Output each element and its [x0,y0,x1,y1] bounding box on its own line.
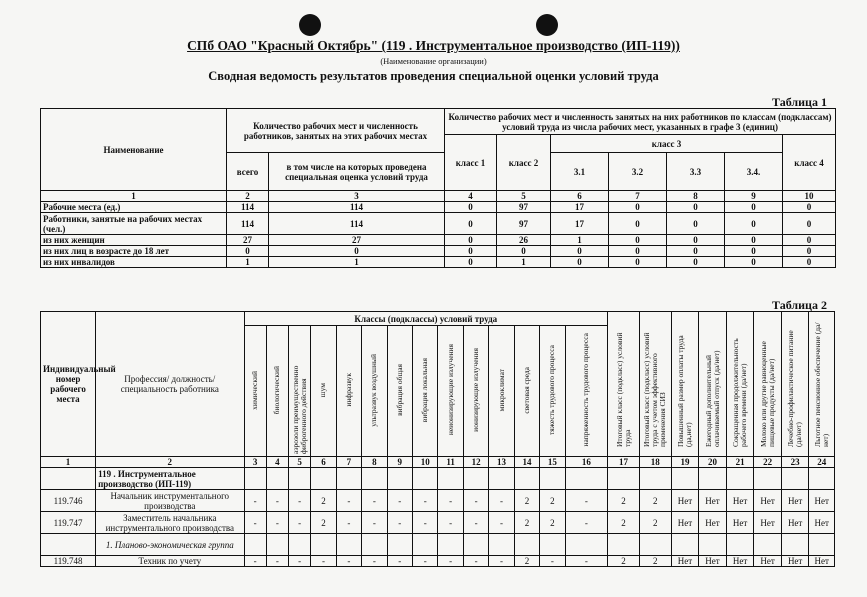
table-row [41,202,836,213]
t2-cell: 2 [639,512,671,534]
t2-cell: Нет [726,556,754,567]
t1-cell: 27 [269,235,445,246]
punch-hole-right [536,14,558,36]
table-row [41,534,835,556]
t2-colnum: 19 [671,457,699,468]
t2-cell: - [387,512,412,534]
t1-cell: 0 [667,235,725,246]
t1-cell: 1 [227,257,269,268]
t2-cell: - [289,556,311,567]
t2-group: 1. Планово-экономическая группа [96,534,244,556]
t2-colnum: 20 [699,457,727,468]
t1-colnum: 2 [227,191,269,202]
t1-cell: 0 [725,257,783,268]
t1-header-class3: класс 3 [551,135,783,153]
t2-cell: 2 [514,556,539,567]
t1-header-3-2: 3.2 [609,153,667,191]
t2-colnum: 1 [41,457,96,468]
t2-colnum: 7 [336,457,361,468]
t2-cell: Нет [699,556,727,567]
t1-cell: 0 [445,257,497,268]
t2-empty-cell [489,468,514,490]
t1-cell: 97 [497,213,551,235]
t2-empty-cell [489,534,514,556]
t2-factor-cell [289,326,311,457]
t2-cell: - [463,490,488,512]
t2-factor-cell [438,326,463,457]
t2-empty-cell [514,534,539,556]
t1-cell: 0 [667,213,725,235]
t2-cell: - [438,490,463,512]
document-title: Сводная ведомость результатов проведения специальной оценки условий труда [208,69,659,83]
t2-cell: - [266,490,288,512]
t1-cell: 0 [227,246,269,257]
t1-colnum: 5 [497,191,551,202]
t2-cell: - [336,556,361,567]
t2-cell: Нет [754,556,782,567]
t2-workplace-name: Начальник инструментального производства [96,490,244,512]
t1-cell: 1 [269,257,445,268]
t2-cell: Нет [809,556,835,567]
t2-cell: - [489,490,514,512]
t2-cell: - [565,490,607,512]
t2-empty-cell [311,534,336,556]
t2-empty-cell [754,534,782,556]
t2-empty-cell [781,468,809,490]
t2-cell: Нет [671,556,699,567]
t2-factor-label: тяжесть трудового процесса [547,345,557,435]
t2-cell: - [336,512,361,534]
punch-hole-left [299,14,321,36]
t2-empty-cell [387,534,412,556]
t1-colnum: 3 [269,191,445,202]
t2-colnum: 2 [96,457,244,468]
t1-header-name: Наименование [41,109,227,191]
t2-cell: Нет [781,490,809,512]
t1-cell: 0 [609,257,667,268]
t2-factor-label: вибрация локальная [420,357,430,423]
t2-cell: Нет [781,512,809,534]
t2-cell: - [438,512,463,534]
t2-factor-cell [514,326,539,457]
t1-cell: 0 [551,257,609,268]
t2-colnum: 8 [362,457,387,468]
t1-cell: 0 [725,235,783,246]
table2-caption: Таблица 2 [772,298,827,312]
t2-empty-cell [413,534,438,556]
t2-empty-cell [726,468,754,490]
table1-caption: Таблица 1 [772,95,827,109]
table-row [41,257,836,268]
t2-workplace-id: 119.748 [41,556,96,567]
t2-empty-cell [809,534,835,556]
t2-factor-cell [781,312,809,457]
t2-cell: - [565,556,607,567]
organization-note: (Наименование организации) [380,56,487,66]
t2-factor-cell [639,312,671,457]
t1-header-class4: класс 4 [783,135,836,191]
t2-cell: - [463,556,488,567]
t2-factor-label: ультразвук воздушный [369,353,379,427]
t1-cell: 0 [783,257,836,268]
t1-cell: 0 [269,246,445,257]
t2-cell: 2 [540,490,565,512]
t2-cell: 2 [540,512,565,534]
t2-cell: Нет [809,490,835,512]
t2-colnum: 18 [639,457,671,468]
t2-empty-cell [311,468,336,490]
t2-header-profession: Профессия/ должность/ специальность работника [96,312,244,457]
t2-factor-label: Лечебно-профилактическое питание (да/нет) [786,330,804,447]
t2-cell: - [244,490,266,512]
t2-empty-cell [608,468,640,490]
organization-name: СПб ОАО "Красный Октябрь" (119 . Инструментальное производство (ИП-119)) [187,38,680,53]
table-row [41,556,835,567]
t2-factor-cell [362,326,387,457]
t1-cell: 0 [445,235,497,246]
table-2 [40,311,835,567]
t2-cell: Нет [699,512,727,534]
t1-cell: 0 [609,213,667,235]
t2-factor-cell [809,312,835,457]
t2-cell: - [489,512,514,534]
t2-factor-label: Ежегодный дополнительный оплачиваемый отпуск (да/нет) [703,350,721,447]
t1-cell: 0 [609,235,667,246]
t2-empty-cell [608,534,640,556]
t2-factor-label: неионизирующие излучения [445,344,455,436]
t2-empty-cell [781,534,809,556]
t2-cell: 2 [639,556,671,567]
t2-empty-cell [565,468,607,490]
t2-cell: Нет [754,512,782,534]
t2-cell: Нет [671,490,699,512]
t1-cell: 114 [269,213,445,235]
t2-cell: - [244,556,266,567]
table-row [41,490,835,512]
t2-colnum: 10 [413,457,438,468]
t1-cell: 0 [725,213,783,235]
t2-empty-cell [671,468,699,490]
t2-cell: 2 [608,512,640,534]
table-row [41,235,836,246]
t1-cell: 1 [551,235,609,246]
t2-cell: - [489,556,514,567]
t1-cell: 0 [667,202,725,213]
t1-cell: 0 [667,257,725,268]
t2-cell: 2 [608,556,640,567]
t2-empty-cell [362,468,387,490]
t2-colnum: 9 [387,457,412,468]
t2-empty-cell [463,534,488,556]
t2-colnum: 6 [311,457,336,468]
t2-colnum: 5 [289,457,311,468]
t2-factor-cell [671,312,699,457]
t2-cell: - [362,490,387,512]
t1-header-3-4: 3.4. [725,153,783,191]
t1-row-label: из них женщин [41,235,227,246]
t2-factor-cell [463,326,488,457]
t2-factor-cell [311,326,336,457]
t2-empty-cell [809,468,835,490]
t1-cell: 0 [667,246,725,257]
t2-empty-cell [244,468,266,490]
t2-colnum: 16 [565,457,607,468]
t2-factor-cell [336,326,361,457]
t2-empty-cell [289,468,311,490]
t2-factor-label: ионизирующие излучения [471,348,481,432]
t2-empty-cell [266,468,288,490]
t2-empty-cell [438,534,463,556]
t2-cell: Нет [671,512,699,534]
t1-colnum: 4 [445,191,497,202]
t2-empty-cell [336,468,361,490]
t1-cell: 1 [497,257,551,268]
t2-factor-label: Льготное пенсионное обеспечение (да/нет) [812,322,830,447]
t1-cell: 26 [497,235,551,246]
t2-cell: - [387,556,412,567]
t2-factor-cell [754,312,782,457]
t1-colnum: 8 [667,191,725,202]
t2-cell: Нет [781,556,809,567]
t2-factor-cell [244,326,266,457]
t2-factor-label: Итоговый класс (подкласс) условий труда с учетом эффективного применения СИЗ [642,332,668,447]
t1-cell: 114 [269,202,445,213]
t2-cell: - [387,490,412,512]
t2-workplace-name: Техник по учету [96,556,244,567]
t1-header-class2: класс 2 [497,135,551,191]
t2-factor-label: микроклимат [496,368,506,412]
t2-colnum: 3 [244,457,266,468]
t2-header-classes: Классы (подклассы) условий труда [244,312,608,326]
t2-empty-cell [244,534,266,556]
t2-factor-label: напряженность трудового процесса [581,333,591,447]
t2-empty-cell [266,534,288,556]
t2-cell: - [463,512,488,534]
t2-empty-cell [540,534,565,556]
t2-colnum: 15 [540,457,565,468]
t2-factor-cell [540,326,565,457]
t2-cell: - [413,490,438,512]
t2-cell: Нет [754,490,782,512]
t1-colnum: 7 [609,191,667,202]
t1-colnum: 1 [41,191,227,202]
t2-cell: Нет [809,512,835,534]
t1-cell: 0 [445,246,497,257]
t2-factor-label: вибрация общая [394,364,404,416]
t2-cell: - [311,556,336,567]
t1-cell: 17 [551,213,609,235]
t2-factor-label: аэрозоли преимущественно фиброгенного действия [290,365,308,454]
t1-cell: 97 [497,202,551,213]
t2-factor-cell [608,312,640,457]
t1-cell: 0 [783,246,836,257]
t2-empty-cell [463,468,488,490]
t2-cell: - [266,556,288,567]
t2-colnum: 17 [608,457,640,468]
t1-cell: 0 [551,246,609,257]
t2-empty-cell [639,468,671,490]
t2-workplace-name: Заместитель начальника инструментального производства [96,512,244,534]
t2-cell: - [266,512,288,534]
t2-colnum: 21 [726,457,754,468]
t2-empty-cell [438,468,463,490]
t2-factor-cell [387,326,412,457]
t1-cell: 27 [227,235,269,246]
t1-row-label: из них инвалидов [41,257,227,268]
t2-cell: 2 [608,490,640,512]
t2-empty-cell [41,534,96,556]
t2-factor-label: шум [318,382,328,398]
t2-empty-cell [540,468,565,490]
t1-row-label: из них лиц в возрасте до 18 лет [41,246,227,257]
t2-cell: 2 [311,512,336,534]
t1-cell: 114 [227,213,269,235]
t2-empty-cell [671,534,699,556]
t2-cell: Нет [726,490,754,512]
t2-cell: 2 [514,490,539,512]
t1-colnum: 9 [725,191,783,202]
t2-cell: - [438,556,463,567]
t1-cell: 0 [609,202,667,213]
t1-cell: 0 [783,235,836,246]
t1-cell: 0 [445,202,497,213]
table-row [41,468,835,490]
t2-empty-cell [639,534,671,556]
t1-colnum: 10 [783,191,836,202]
t2-factor-cell [413,326,438,457]
t2-cell: - [540,556,565,567]
t2-factor-label: световая среда [521,366,531,414]
t2-factor-label: инфразвук [343,373,353,407]
t1-colnum: 6 [551,191,609,202]
t2-colnum: 4 [266,457,288,468]
t2-colnum: 22 [754,457,782,468]
t1-header-3-1: 3.1 [551,153,609,191]
t2-workplace-id: 119.747 [41,512,96,534]
t2-empty-cell [565,534,607,556]
t1-cell: 0 [497,246,551,257]
table-1 [40,108,836,268]
t2-factor-label: Сокращенная продолжительность рабочего времени (да/нет) [731,338,749,447]
t2-empty-cell [41,468,96,490]
t2-factor-label: биологический [272,365,282,415]
table-row [41,213,836,235]
table-row [41,246,836,257]
t2-factor-label: Молоко или другие равноценные пищевые продукты (да/нет) [758,341,776,447]
t2-empty-cell [699,534,727,556]
t2-cell: - [565,512,607,534]
t1-header-workplaces: Количество рабочих мест и численность работников, занятых на этих рабочих местах [227,109,445,153]
t2-cell: Нет [699,490,727,512]
t2-empty-cell [514,468,539,490]
t2-cell: - [413,556,438,567]
t2-factor-cell [565,326,607,457]
t2-department: 119 . Инструментальное производство (ИП-119) [96,468,244,490]
t2-colnum: 23 [781,457,809,468]
t2-factor-cell [489,326,514,457]
t1-cell: 0 [783,213,836,235]
t1-cell: 114 [227,202,269,213]
t2-factor-label: химический [250,370,260,410]
t2-cell: - [289,512,311,534]
t1-cell: 0 [445,213,497,235]
t2-cell: - [289,490,311,512]
t2-empty-cell [699,468,727,490]
t1-cell: 0 [725,246,783,257]
t2-cell: Нет [726,512,754,534]
t1-cell: 0 [783,202,836,213]
t2-cell: - [413,512,438,534]
t2-cell: - [362,512,387,534]
t1-cell: 0 [609,246,667,257]
t2-empty-cell [413,468,438,490]
t1-header-class1: класс 1 [445,135,497,191]
t2-factor-cell [699,312,727,457]
t2-empty-cell [726,534,754,556]
t2-colnum: 12 [463,457,488,468]
t2-cell: 2 [311,490,336,512]
t2-header-id: Индивидуальный номер рабочего места [41,312,96,457]
t2-colnum: 24 [809,457,835,468]
t2-colnum: 11 [438,457,463,468]
t2-cell: 2 [514,512,539,534]
t1-header-3-3: 3.3 [667,153,725,191]
t1-header-total: всего [227,153,269,191]
t2-cell: - [336,490,361,512]
t1-header-classes: Количество рабочих мест и численность занятых на них работников по классам (подклассам) условий труда из числа рабочих мест, указанных в графе 3 (единиц) [445,109,836,135]
t1-cell: 0 [725,202,783,213]
t2-factor-cell [266,326,288,457]
t2-colnum: 13 [489,457,514,468]
t1-cell: 17 [551,202,609,213]
t2-cell: - [362,556,387,567]
t2-workplace-id: 119.746 [41,490,96,512]
t2-empty-cell [336,534,361,556]
t1-row-label: Работники, занятые на рабочих местах (чел.) [41,213,227,235]
t1-row-label: Рабочие места (ед.) [41,202,227,213]
t2-empty-cell [387,468,412,490]
t2-factor-cell [726,312,754,457]
t1-header-assessed: в том числе на которых проведена специальная оценка условий труда [269,153,445,191]
t2-cell: - [244,512,266,534]
t2-factor-label: Итоговый класс (подкласс) условий труда [614,332,632,447]
t2-empty-cell [362,534,387,556]
t2-factor-label: Повышенный размер оплаты труда (да,нет) [675,335,693,447]
t2-empty-cell [754,468,782,490]
table-row [41,512,835,534]
t2-cell: 2 [639,490,671,512]
t2-colnum: 14 [514,457,539,468]
t2-empty-cell [289,534,311,556]
